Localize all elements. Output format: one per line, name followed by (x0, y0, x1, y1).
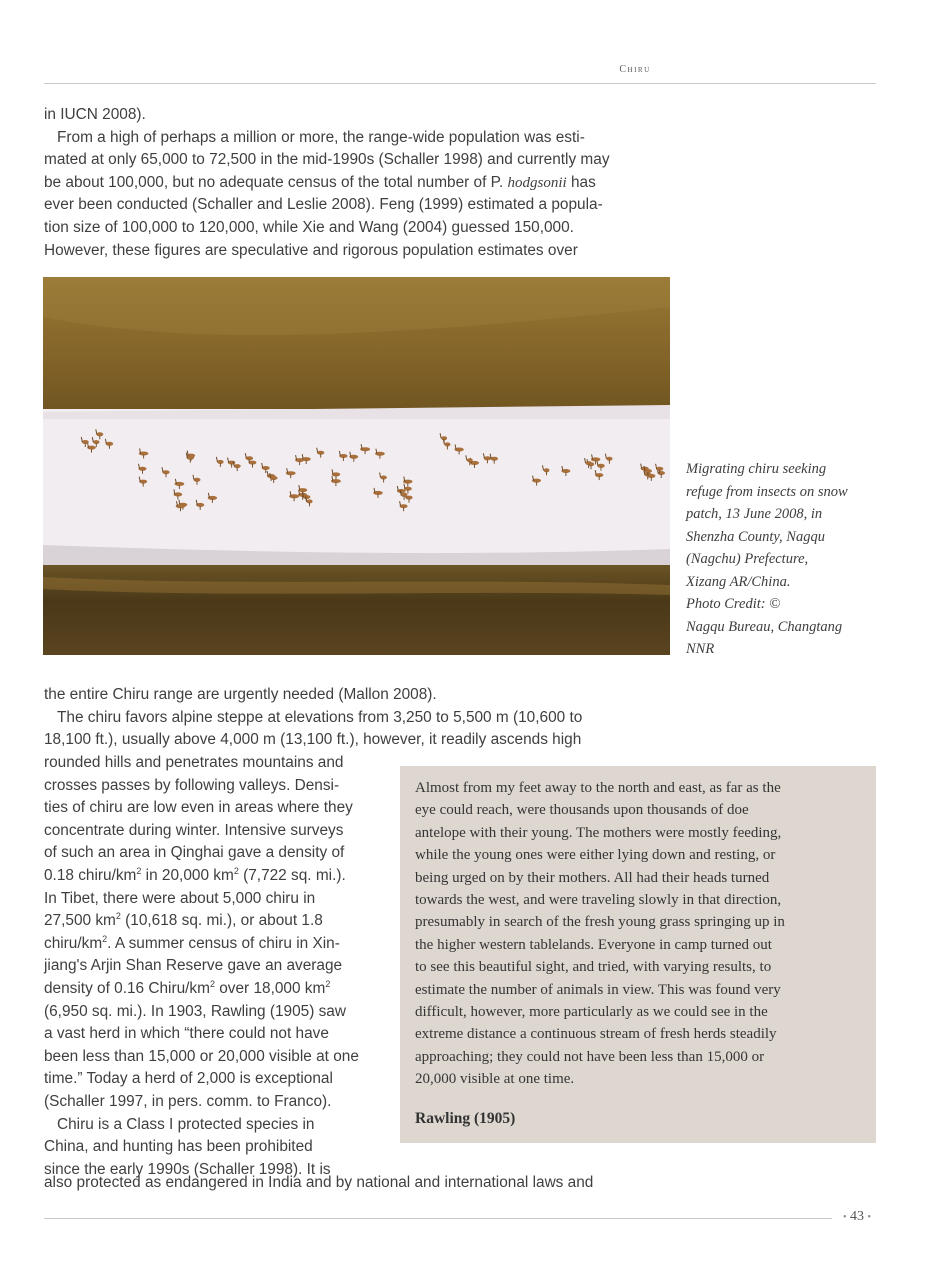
text-line: a vast herd in which “there could not have (44, 1025, 329, 1043)
quote-line: while the young ones were either lying down and resting, or (415, 847, 776, 864)
quote-text (415, 777, 861, 1091)
photo-snow (43, 409, 670, 569)
text-line: ties of chiru are low even in areas where they (44, 799, 353, 817)
superscript: 2 (209, 978, 215, 989)
quote-line: the higher western tablelands. Everyone in camp turned out (415, 936, 772, 953)
superscript: 2 (325, 978, 331, 989)
quote-line: approaching; they could not have been less than 15,000 or (415, 1048, 765, 1065)
caption-line: Nagqu Bureau, Changtang (686, 618, 843, 635)
text-line: However, these figures are speculative and rigorous population estimates over (44, 241, 578, 259)
text-line: also protected as endangered in India and by national and international laws and (44, 1174, 594, 1191)
text-span: 27,500 km (44, 912, 116, 930)
species-name: hodgsonii (507, 174, 567, 191)
header-rule (44, 83, 876, 84)
body-paragraph-2 (44, 684, 671, 752)
body-paragraph-3 (44, 752, 385, 1181)
text-line: 18,100 ft.), usually above 4,000 m (13,100 ft.), however, it readily ascends high (44, 731, 582, 749)
page-number (836, 1209, 878, 1225)
quote-line: presumably in search of the fresh young grass springing up in (415, 914, 785, 931)
caption-line: Xizang AR/China. (686, 573, 791, 590)
text-line: the entire Chiru range are urgently needed (Mallon 2008). (44, 686, 437, 703)
text-line (44, 172, 671, 195)
text-line: In Tibet, there were about 5,000 chiru in (44, 889, 316, 907)
quote-line: difficult, however, more particularly as we could see in the (415, 1004, 768, 1021)
quote-line: extreme distance a continuous stream of fresh herds steadily (415, 1026, 777, 1043)
superscript: 2 (233, 865, 239, 876)
running-head: Chiru (619, 64, 651, 75)
bullet-left: • (842, 1212, 847, 1223)
text-line: From a high of perhaps a million or more, the range-wide population was esti- (57, 128, 585, 146)
text-span: in 20,000 km (141, 866, 234, 884)
text-span: . A summer census of chiru in Xin- (107, 934, 340, 952)
text-span: chiru/km (44, 934, 103, 952)
text-span: 0.18 chiru/km (44, 866, 137, 884)
body-paragraph-1 (44, 104, 671, 262)
text-span: (10,618 sq. mi.), or about 1.8 (120, 912, 323, 930)
caption-line: refuge from insects on snow (686, 483, 848, 500)
body-paragraph-3-last-line (44, 1172, 671, 1195)
text-line: concentrate during winter. Intensive surveys (44, 821, 344, 839)
caption-line: Migrating chiru seeking (686, 461, 827, 477)
text-line: China, and hunting has been prohibited (44, 1138, 313, 1156)
quote-line: eye could reach, were thousands upon thousands of doe (415, 802, 749, 819)
superscript: 2 (102, 933, 108, 944)
quote-box (400, 766, 876, 1143)
caption-line: patch, 13 June 2008, in (686, 506, 823, 522)
superscript: 2 (136, 865, 142, 876)
text-line (44, 865, 385, 888)
text-line: in IUCN 2008). (44, 106, 146, 123)
text-line: crosses passes by following valleys. Densi- (44, 776, 340, 794)
text-line: Chiru is a Class I protected species in (57, 1115, 315, 1133)
text-span: (7,722 sq. mi.). (238, 866, 346, 884)
text-line: since the early 1990s (Schaller 1998). It is (44, 1160, 331, 1178)
caption-line: (Nagchu) Prefecture, (686, 551, 809, 567)
text-span: over 18,000 km (214, 979, 326, 997)
text-line: mated at only 65,000 to 72,500 in the mid-1990s (Schaller 1998) and currently may (44, 151, 610, 169)
text-line: time.” Today a herd of 2,000 is exceptional (44, 1070, 333, 1088)
chiru-herd-photo (43, 277, 670, 655)
text-line: rounded hills and penetrates mountains and (44, 754, 344, 771)
text-line: tion size of 100,000 to 120,000, while Xie and Wang (2004) guessed 150,000. (44, 218, 574, 236)
quote-line: to see this beautiful sight, and tried, with varying results, to (415, 959, 772, 976)
quote-line: estimate the number of animals in view. This was found very (415, 981, 781, 998)
text-line: (Schaller 1997, in pers. comm. to Franco). (44, 1092, 332, 1110)
text-span: density of 0.16 Chiru/km (44, 979, 210, 997)
text-span: has (566, 173, 596, 191)
page-number-value: 43 (850, 1209, 864, 1224)
text-line: The chiru favors alpine steppe at elevations from 3,250 to 5,500 m (10,600 to (57, 708, 583, 726)
caption-line: NNR (686, 641, 715, 657)
photo-caption (686, 458, 882, 661)
text-line: been less than 15,000 or 20,000 visible at one (44, 1047, 359, 1065)
text-line: ever been conducted (Schaller and Leslie 2008). Feng (1999) estimated a popula- (44, 196, 603, 214)
text-line (44, 978, 385, 1001)
bullet-right: • (867, 1212, 872, 1223)
caption-line: Shenzha County, Nagqu (686, 528, 825, 545)
quote-line: 20,000 visible at one time. (415, 1071, 575, 1088)
text-line (44, 910, 385, 933)
photo-ground (43, 565, 670, 655)
text-line: of such an area in Qinghai gave a density of (44, 844, 345, 862)
quote-line: antelope with their young. The mothers were mostly feeding, (415, 824, 782, 841)
quote-line: Almost from my feet away to the north and east, as far as the (415, 780, 781, 796)
text-line: jiang's Arjin Shan Reserve gave an average (44, 957, 343, 975)
text-line: (6,950 sq. mi.). In 1903, Rawling (1905) saw (44, 1002, 346, 1020)
footer-rule (44, 1218, 832, 1219)
caption-line: Photo Credit: © (686, 596, 781, 612)
text-span: be about 100,000, but no adequate census of the total number of P. (44, 173, 508, 191)
quote-line: towards the west, and were traveling slowly in that direction, (415, 892, 782, 909)
quote-line: being urged on by their mothers. All had their heads turned (415, 869, 770, 886)
superscript: 2 (115, 911, 121, 922)
quote-attribution: Rawling (1905) (415, 1110, 516, 1127)
text-line (44, 933, 385, 956)
